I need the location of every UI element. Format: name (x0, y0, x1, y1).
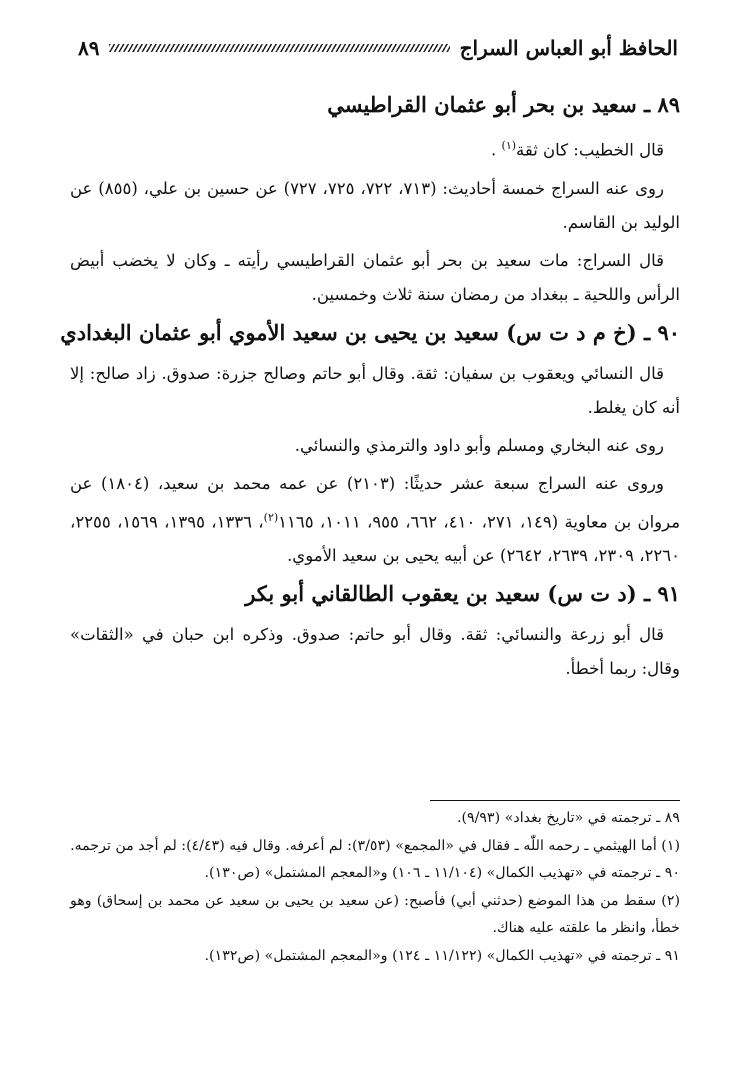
entry-title-90: ٩٠ ـ (خ م د ت س) سعيد بن يحيى بن سعيد الأموي أبو عثمان البغدادي (60, 319, 680, 345)
entry-91-paragraph-1: قال أبو زرعة والنسائي: ثقة. وقال أبو حاتم: صدوق. وذكره ابن حبان في «الثقات» وقال: ربما أخطأ. (70, 625, 680, 678)
page-number: ٨٩ (78, 36, 100, 60)
entry-89-paragraph-3: قال السراج: مات سعيد بن بحر أبو عثمان القراطيسي رأيته ـ وكان لا يخضب أبيض الرأس واللحية ـ ببغداد من رمضان سنة ثلاث وخمسين. (70, 250, 680, 304)
footnote-90: ٩٠ ـ ترجمته في «تهذيب الكمال» (١١/١٠٤ ـ ١٠٦) و«المعجم المشتمل» (ص١٣٠). (204, 865, 680, 881)
footnote-marker-2[interactable]: (٢) (263, 510, 279, 524)
entry-89-paragraph-2: روى عنه السراج خمسة أحاديث: (٧١٣، ٧٢٢، ٧٢٥، ٧٢٧) عن حسين بن علي، (٨٥٥) عن الوليد بن القاسم. (70, 178, 680, 232)
page-header (78, 30, 678, 66)
header-hatch-rule (109, 44, 449, 52)
footnote-2: (٢) سقط من هذا الموضع (حدثني أبي) فأصبح: (عن سعيد بن يحيى بن سعيد عن محمد بن إسحاق) وهو خطأ، وانظر ما علقته عليه هناك. (70, 892, 680, 936)
footnote-91: ٩١ ـ ترجمته في «تهذيب الكمال» (١١/١٢٢ ـ ١٢٤) و«المعجم المشتمل» (ص١٣٢). (204, 947, 680, 964)
page-body (60, 92, 681, 690)
entry-90-paragraph-3: وروى عنه السراج سبعة عشر حديثًا: (٢١٠٣) عن عمه محمد بن سعيد، (١٨٠٤) عن مروان بن معاوية (١٤٩، ٢٧١، ٤١٠، ٦٦٢، ٩٥٥، ١٠١١، ١١٦٥$^{(٢)}$، ١٣٣٦، ١٣٩٥، ١٥٦٩، ٢٢٥٥، ٢٢٦٠، ٢٣٠٩، ٢٦٣٩، ٢٦٤٢) عن أبيه يحيى بن سعيد الأموي. (70, 473, 681, 565)
footnote-1: (١) أما الهيثمي ـ رحمه اللّٰه ـ فقال في «المجمع» (٣/٥٣): لم أعرفه. وقال فيه (٤/٤٣): لم أجد من ترجمه. (70, 837, 680, 854)
entry-90-paragraph-2: روى عنه البخاري ومسلم وأبو داود والترمذي والنسائي. (294, 435, 664, 455)
entry-90-paragraph-1: قال النسائي ويعقوب بن سفيان: ثقة. وقال أبو حاتم وصالح جزرة: صدوق. زاد صالح: إلا أنه كان يغلط. (70, 363, 680, 417)
running-title: الحافظ أبو العباس السراج (459, 36, 678, 60)
footnote-rule (430, 800, 680, 801)
footnotes-section (70, 800, 680, 970)
footnote-marker-1[interactable]: (١) (501, 139, 517, 152)
entry-title-91: ٩١ ـ (د ت س) سعيد بن يعقوب الطالقاني أبو بكر (245, 581, 680, 606)
entry-title-89: ٨٩ ـ سعيد بن بحر أبو عثمان القراطيسي (327, 92, 680, 117)
entry-89-paragraph-1: قال الخطيب: كان ثقة$^{(١)}$ . (491, 139, 664, 160)
footnote-89: ٨٩ ـ ترجمته في «تاريخ بغداد» (٩/٩٣). (456, 810, 680, 826)
